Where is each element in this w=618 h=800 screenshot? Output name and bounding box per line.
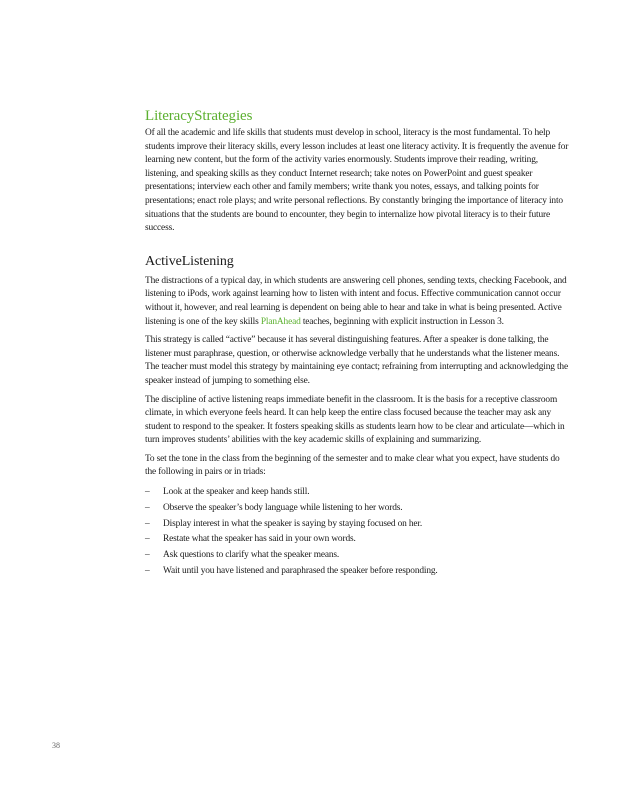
list-item (145, 485, 570, 501)
literacy-strategies-heading: LiteracyStrategies (145, 108, 253, 124)
list-item (145, 501, 570, 517)
dash-bullet: – (145, 550, 150, 561)
dash-bullet: – (145, 534, 150, 545)
paragraph-1-text-after: teaches, beginning with explicit instruction in Lesson 3. (300, 316, 504, 327)
plan-ahead-highlight: PlanAhead (260, 316, 301, 327)
dash-bullet: – (145, 487, 150, 498)
list-item (145, 532, 570, 548)
active-listening-paragraph-2: This strategy is called “active” because it has several distinguishing features. After a speaker is done talking, the listener must paraphrase, question, or otherwise acknowledge verbally that he understands what the listener means. The teacher must model this strategy by maintaining eye contact; refraining from interrupting and acknowledging the speaker instead of jumping to something else. (145, 335, 568, 386)
main-content (145, 108, 570, 580)
active-listening-paragraph-3: The discipline of active listening reaps immediate benefit in the classroom. It is the basis for a receptive classroom climate, in which everyone feels heard. It can help keep the entire class focused because the teacher may ask any student to respond to the speaker. It fosters speaking skills as students learn how to be clear and articulate—which in turn improves students’ abilities with the key academic skills of explaining and summarizing. (145, 394, 565, 446)
page-number: 38 (52, 741, 60, 750)
list-item-text: Ask questions to clarify what the speaker means. (163, 550, 340, 561)
list-item (145, 548, 570, 564)
listening-behaviors-list (145, 485, 570, 580)
dash-bullet: – (145, 502, 150, 513)
list-item (145, 564, 570, 580)
list-item-text: Observe the speaker’s body language while listening to her words. (163, 502, 403, 513)
list-item-text: Restate what the speaker has said in your own words. (163, 534, 356, 545)
dash-bullet: – (145, 566, 150, 577)
paragraph-1-text-before: The distractions of a typical day, in which students are answering cell phones, sending texts, checking Facebook, and listening to iPods, work against learning how to listen with intent and focus. Effective communication cannot occur without it, however, and real learning is dependent on being able to hear and take in what is being presented. Active listening is one of the key skills (145, 275, 567, 327)
dash-bullet: – (145, 518, 150, 529)
literacy-paragraph: Of all the academic and life skills that students must develop in school, literacy is the most fundamental. To help students improve their literacy skills, every lesson includes at least one literacy activity. It is frequently the avenue for learning new content, but the form of the activity varies enormously. Students improve their reading, writing, listening, and speaking skills as they conduct Internet research; take notes on PowerPoint and guest speaker presentations; interview each other and family members; write thank you notes, essays, and talking points for presentations; enact role plays; and write personal reflections. By constantly bringing the importance of literacy into situations that the students are bound to encounter, they begin to internalize how pivotal literacy is to their future success. (145, 128, 569, 234)
active-listening-heading: ActiveListening (145, 253, 234, 269)
active-listening-paragraph-4: To set the tone in the class from the beginning of the semester and to make clear what you expect, have students do the following in pairs or in triads: (145, 453, 560, 478)
list-item (145, 517, 570, 533)
list-item-text: Look at the speaker and keep hands still. (163, 487, 310, 498)
list-item-text: Wait until you have listened and paraphrased the speaker before responding. (163, 566, 438, 577)
active-listening-paragraph-1 (145, 275, 570, 329)
list-item-text: Display interest in what the speaker is saying by staying focused on her. (163, 518, 423, 529)
